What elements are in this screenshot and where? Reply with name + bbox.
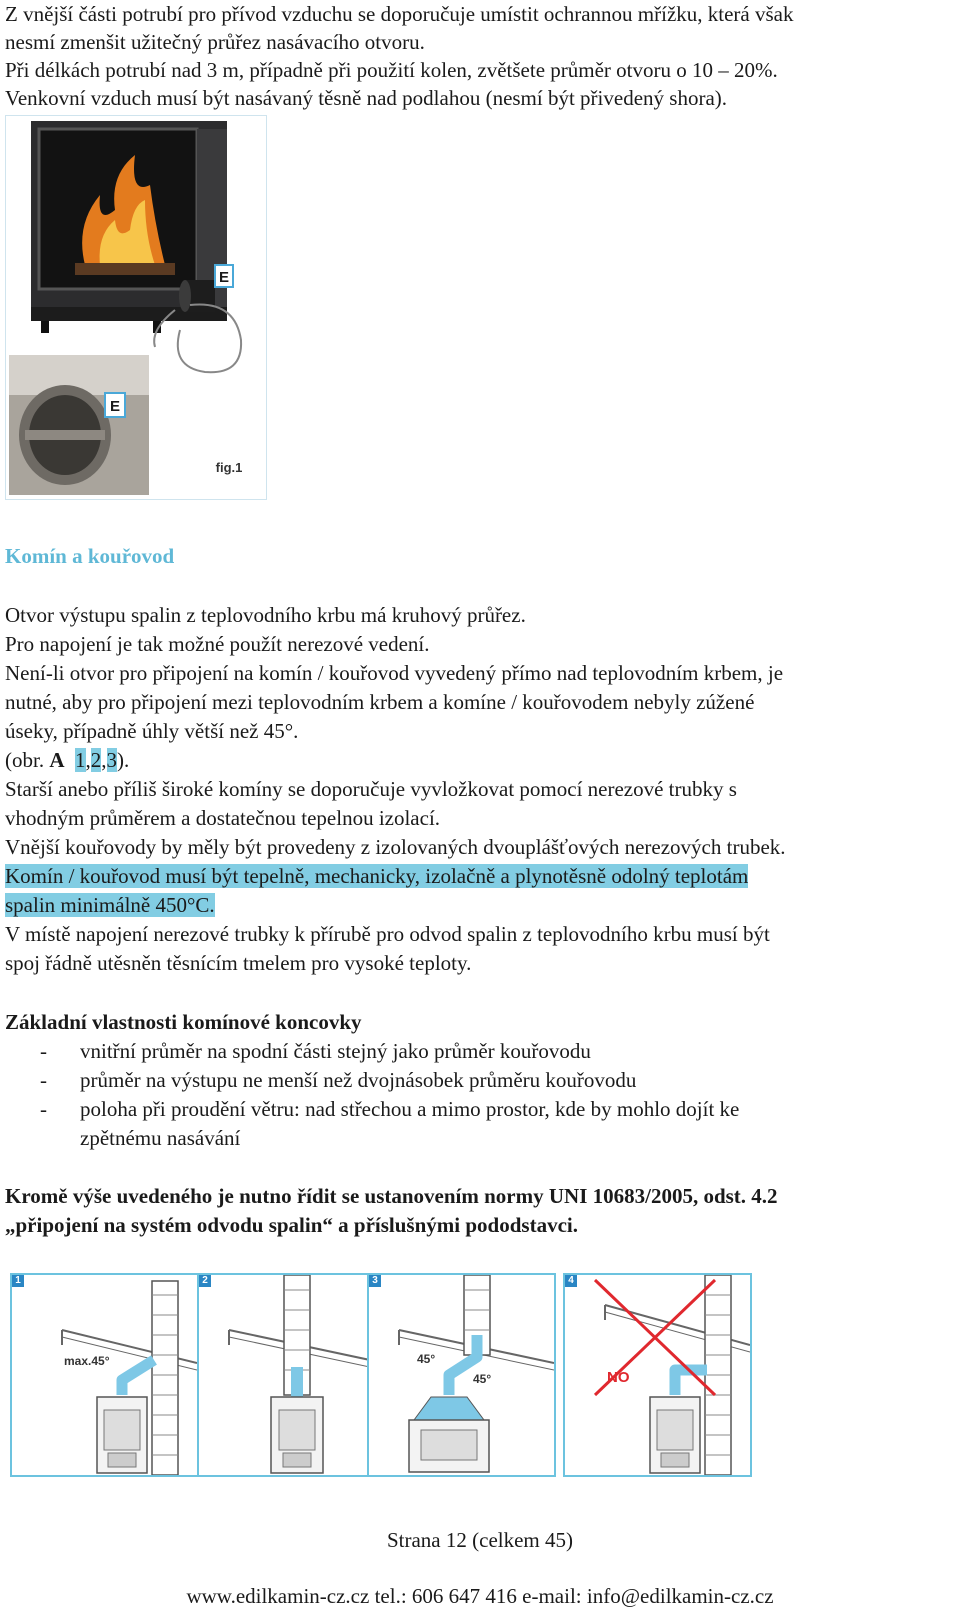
diagram-panel-2 bbox=[197, 1273, 386, 1477]
label-no: NO bbox=[607, 1369, 630, 1386]
norm-line-2: „připojení na systém odvodu spalin“ a příslušnými pododstavci. bbox=[5, 1213, 578, 1237]
chimney-p1: Otvor výstupu spalin z teplovodního krbu má kruhový průřez. bbox=[5, 603, 526, 627]
label-e-bottom: E bbox=[109, 398, 121, 415]
fireplace-illustration bbox=[5, 115, 267, 500]
panel-number-2: 2 bbox=[199, 1275, 211, 1287]
ref-comma-2: , bbox=[101, 748, 107, 772]
section-heading-terminal: Základní vlastnosti komínové koncovky bbox=[5, 1010, 362, 1034]
chimney-p7-line2: spoj řádně utěsněn těsnícím tmelem pro vysoké teploty. bbox=[5, 951, 472, 975]
chimney-p6-line1 bbox=[5, 862, 748, 891]
chimney-p2: Pro napojení je tak možné použít nerezové vedení. bbox=[5, 632, 430, 656]
diagram-panel-1 bbox=[10, 1273, 199, 1477]
ref-comma-1: , bbox=[85, 748, 91, 772]
diagram-1-drawing bbox=[12, 1275, 197, 1475]
chimney-p3-line1: Není-li otvor pro připojení na komín / kouřovod vyvedený přímo nad teplovodním krbem, je bbox=[5, 661, 784, 685]
highlight-temp-1: Komín / kouřovod musí být tepelně, mechanicky, izolačně a plynotěsně odolný teplotám bbox=[5, 864, 749, 888]
panel-number-4: 4 bbox=[565, 1275, 577, 1287]
panel-number-3: 3 bbox=[369, 1275, 381, 1287]
diagram-2-drawing bbox=[199, 1275, 384, 1475]
bullet-dash-3: - bbox=[40, 1097, 47, 1121]
chimney-p7-line1: V místě napojení nerezové trubky k přírubě pro odvod spalin z teplovodního krbu musí být bbox=[5, 922, 770, 946]
footer-contact: www.edilkamin-cz.cz tel.: 606 647 416 e-mail: info@edilkamin-cz.cz bbox=[186, 1584, 774, 1608]
chimney-p3-line2: nutné, aby pro připojení mezi teplovodním krbem a komíne / kouřovodem nebyly zúžené bbox=[5, 690, 755, 714]
ref-a: A bbox=[49, 748, 65, 772]
ref-3: 3 bbox=[106, 748, 117, 772]
diagram-4-drawing bbox=[565, 1275, 750, 1475]
section-heading-chimney: Komín a kouřovod bbox=[5, 544, 175, 568]
bullet-item-2: průměr na výstupu ne menší než dvojnásobek průměru kouřovodu bbox=[80, 1068, 637, 1092]
highlight-temp-2: spalin minimálně 450°C. bbox=[5, 893, 215, 917]
figure-reference bbox=[5, 746, 129, 775]
figure-caption: fig.1 bbox=[215, 460, 243, 475]
label-45-b: 45° bbox=[473, 1372, 492, 1386]
chimney-p6-line2 bbox=[5, 891, 215, 920]
chimney-p4-line2: vhodným průměrem a dostatečnou tepelnou izolací. bbox=[5, 806, 441, 830]
ref-suffix: ). bbox=[117, 748, 130, 772]
bullet-dash-1: - bbox=[40, 1039, 47, 1063]
fireplace-figure bbox=[5, 115, 267, 500]
diagram-3-drawing bbox=[369, 1275, 554, 1475]
ref-2: 2 bbox=[90, 748, 102, 772]
chimney-p3-line3: úseky, případně úhly větší než 45°. bbox=[5, 719, 299, 743]
bullet-item-3: poloha při proudění větru: nad střechou a mimo prostor, kde by mohlo dojít ke bbox=[80, 1097, 740, 1121]
label-45-a: 45° bbox=[417, 1352, 436, 1366]
intro-line-2: nesmí zmenšit užitečný průřez nasávacího otvoru. bbox=[5, 30, 425, 54]
bullet-item-3-continued: zpětnému nasávání bbox=[80, 1126, 241, 1150]
label-max-45: max.45° bbox=[64, 1354, 110, 1368]
chimney-p4-line1: Starší anebo příliš široké komíny se doporučuje vyvložkovat pomocí nerezové trubky s bbox=[5, 777, 737, 801]
ref-prefix: (obr. bbox=[5, 748, 50, 772]
bullet-dash-2: - bbox=[40, 1068, 47, 1092]
diagram-panel-3 bbox=[367, 1273, 556, 1477]
panel-number-1: 1 bbox=[12, 1275, 24, 1287]
bullet-item-1: vnitřní průměr na spodní části stejný jako průměr kouřovodu bbox=[80, 1039, 591, 1063]
ref-1: 1 bbox=[75, 748, 86, 772]
page-number: Strana 12 (celkem 45) bbox=[386, 1528, 574, 1552]
diagram-panel-4 bbox=[563, 1273, 752, 1477]
norm-line-1: Kromě výše uvedeného je nutno řídit se ustanovením normy UNI 10683/2005, odst. 4.2 bbox=[5, 1184, 778, 1208]
intro-line-3: Při délkách potrubí nad 3 m, případně při použití kolen, zvětšete průměr otvoru o 10 – 20%. bbox=[5, 58, 778, 82]
label-e-top: E bbox=[218, 269, 230, 286]
intro-line-4: Venkovní vzduch musí být nasávaný těsně nad podlahou (nesmí být přivedený shora). bbox=[5, 86, 728, 110]
intro-line-1: Z vnější části potrubí pro přívod vzduchu se doporučuje umístit ochrannou mřížku, která však bbox=[5, 2, 794, 26]
chimney-p5: Vnější kouřovody by měly být provedeny z izolovaných dvouplášťových nerezových trubek. bbox=[5, 835, 786, 859]
